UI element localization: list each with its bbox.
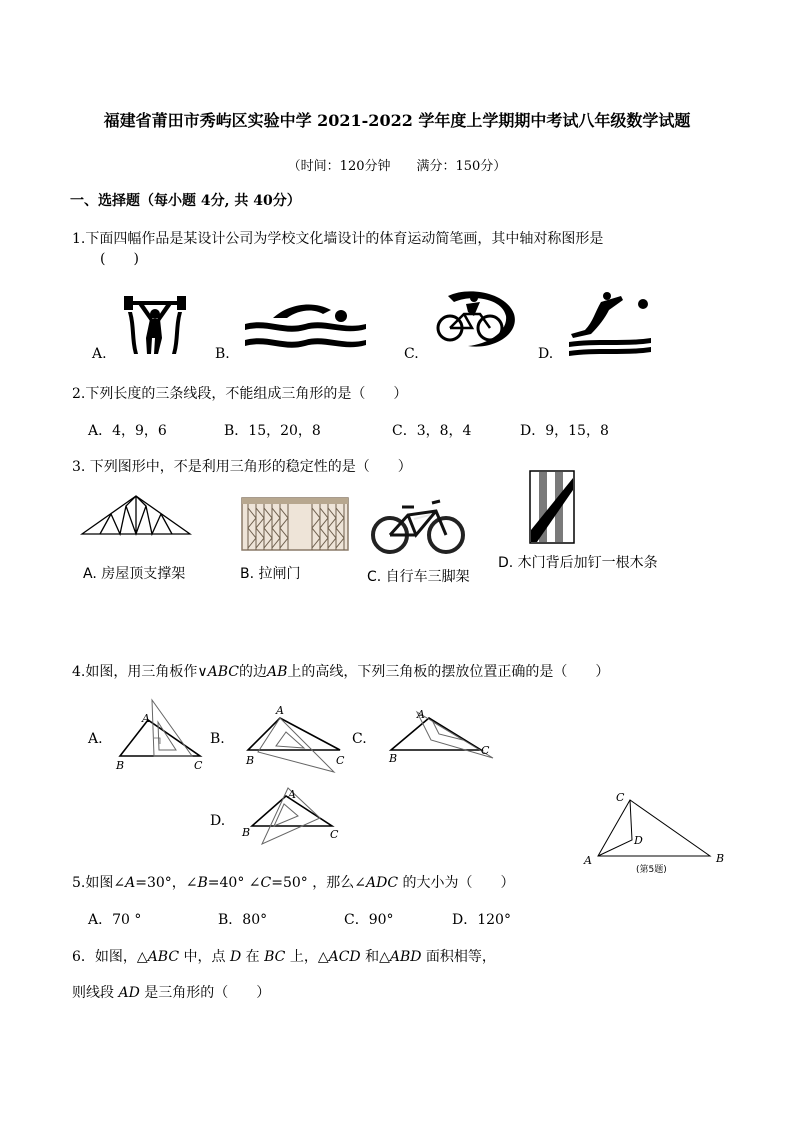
vertex-label: B — [389, 752, 398, 765]
vertex-label: B — [242, 826, 251, 839]
q4-label-c: C. — [352, 731, 367, 747]
vertex-label: C — [194, 759, 203, 772]
q5-option-b: B．80° — [218, 912, 268, 928]
q4-label-b: B. — [210, 731, 225, 747]
q5-option-c: C．90° — [344, 912, 394, 928]
q6-stem-line2: 则线段 AD 是三角形的（ ） — [72, 985, 271, 1001]
q3-caption-a: A. 房屋顶支撑架 — [83, 566, 186, 582]
q5-option-a: A．70 ° — [88, 912, 142, 928]
vertex-label: C — [481, 744, 490, 757]
q1-paren: ( ) — [100, 251, 139, 267]
weightlifting-icon — [120, 290, 190, 356]
exam-info: （时间：120分钟 满分：150分） — [287, 159, 507, 174]
q3-stem: 3. 下列图形中，不是利用三角形的稳定性的是（ ） — [72, 459, 412, 475]
q6-stem-line1: 6．如图，△ABC 中，点 D 在 BC 上，△ACD 和△ABD 面积相等， — [72, 949, 496, 965]
q2-option-b: B．15，20，8 — [224, 423, 321, 439]
vertex-label: C — [336, 754, 345, 767]
q3-caption-b: B. 拉闸门 — [240, 566, 301, 582]
q2-stem: 2.下列长度的三条线段，不能组成三角形的是（ ） — [72, 386, 408, 402]
vertex-label: A — [417, 708, 425, 721]
q2-option-a: A．4，9，6 — [88, 423, 167, 439]
vertex-label: A — [276, 704, 284, 717]
section-title: 一、选择题（每小题 4分, 共 40分） — [70, 193, 301, 209]
q1-label-a: A. — [92, 346, 107, 362]
q3-caption-c: C. 自行车三脚架 — [367, 569, 470, 585]
vertex-label: B — [116, 759, 125, 772]
cycling-icon — [428, 288, 518, 350]
volleyball-icon — [565, 290, 655, 356]
q5-figure — [578, 786, 730, 878]
page-title: 福建省莆田市秀屿区实验中学 2021-2022 学年度上学期期中考试八年级数学试题 — [103, 111, 691, 130]
q4-figure-d — [240, 784, 350, 846]
q3-caption-d: D. 木门背后加钉一根木条 — [498, 555, 658, 571]
vertex-label: B — [246, 754, 255, 767]
vertex-label: A — [288, 788, 296, 801]
roof-truss-figure — [80, 492, 192, 538]
bicycle-figure — [370, 497, 466, 555]
q2-option-d: D．9，15，8 — [520, 423, 609, 439]
q4-figure-c — [383, 700, 503, 770]
q4-label-d: D. — [210, 813, 226, 829]
point-label: A — [584, 854, 592, 867]
swimming-icon — [243, 296, 368, 354]
q2-option-c: C．3，8，4 — [392, 423, 472, 439]
figure-caption: (第5题) — [636, 865, 667, 875]
q4-figure-a — [110, 694, 210, 774]
q4-stem: 4.如图，用三角板作∨ABC的边AB上的高线，下列三角板的摆放位置正确的是（ ） — [72, 664, 610, 680]
q5-option-d: D．120° — [452, 912, 511, 928]
q1-label-b: B. — [215, 346, 230, 362]
vertex-label: C — [330, 828, 339, 841]
point-label: C — [616, 791, 625, 804]
point-label: D — [634, 834, 643, 847]
q1-label-d: D. — [538, 346, 554, 362]
q4-figure-b — [240, 700, 360, 776]
q4-label-a: A. — [88, 731, 103, 747]
vertex-label: A — [142, 712, 150, 725]
folding-gate-figure — [240, 496, 350, 552]
door-figure — [529, 470, 575, 544]
point-label: B — [716, 852, 725, 865]
q1-label-c: C. — [404, 346, 419, 362]
q1-stem: 1.下面四幅作品是某设计公司为学校文化墙设计的体育运动简笔画，其中轴对称图形是 — [72, 231, 604, 247]
q5-stem: 5.如图∠A=30°，∠B=40° ∠C=50° ，那么∠ADC 的大小为（ ） — [72, 875, 515, 891]
